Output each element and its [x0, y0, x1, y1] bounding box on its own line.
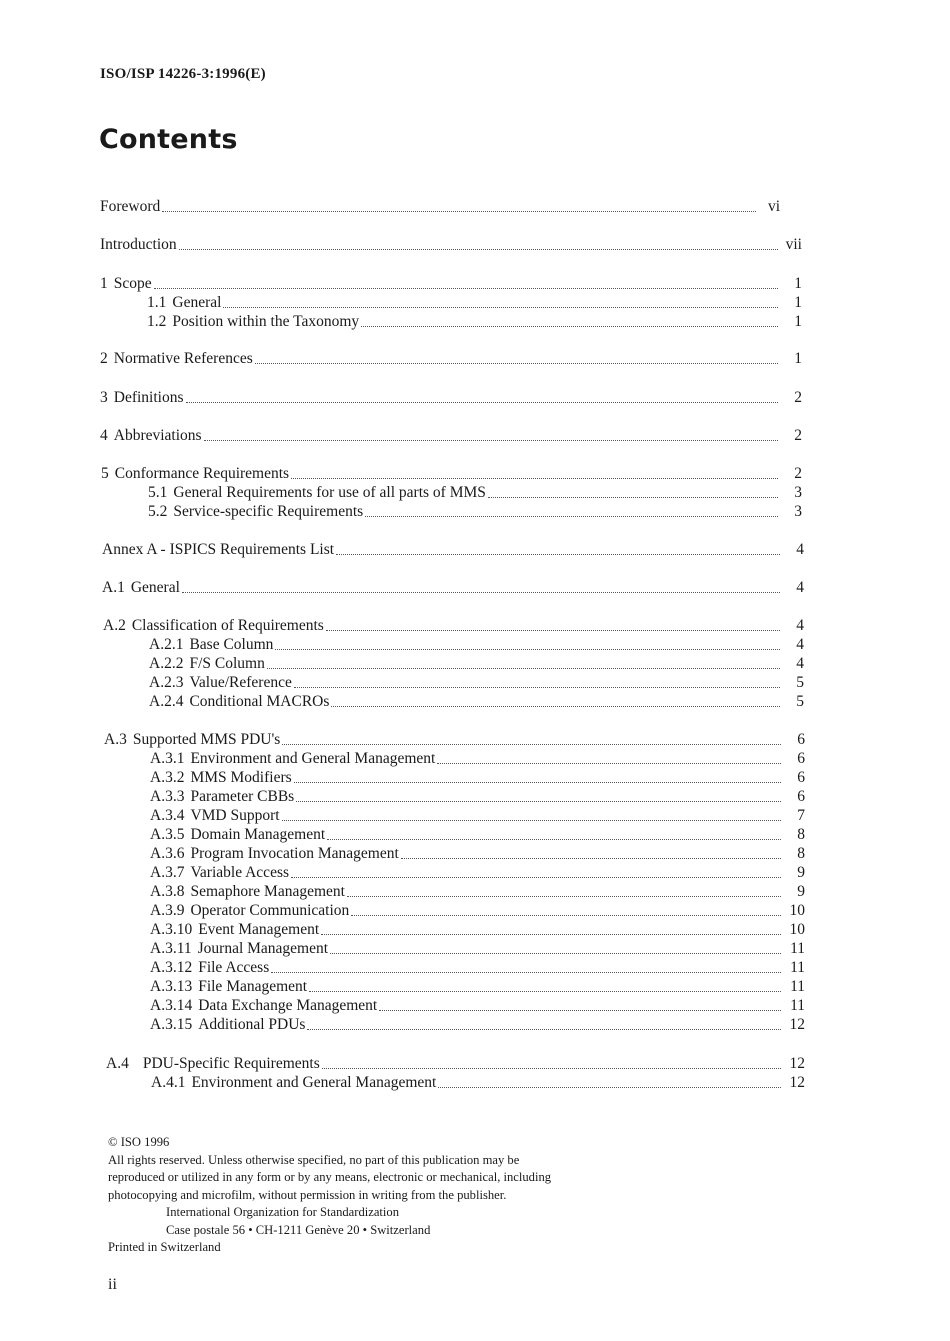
toc-entry-label: File Access: [198, 959, 270, 976]
toc-entry: [150, 769, 805, 787]
toc-entry-label: Additional PDUs: [198, 1016, 306, 1033]
dot-leader: [321, 922, 781, 935]
toc-entry-number: A.3.1: [150, 750, 185, 767]
toc-entry: [150, 864, 805, 882]
toc-entry-label: Position within the Taxonomy: [172, 313, 360, 330]
toc-entry-label: Definitions: [113, 389, 184, 406]
toc-entry-page: 1: [794, 313, 802, 330]
toc-entry-label: F/S Column: [189, 655, 265, 672]
toc-entry-number: A.1: [102, 579, 125, 596]
dot-leader: [267, 656, 780, 669]
toc-entry-number: 3: [100, 389, 108, 406]
toc-entry-number: A.3.15: [150, 1016, 193, 1033]
toc-entry-page: 1: [794, 294, 802, 311]
toc-entry: [101, 465, 802, 483]
toc-entry: [100, 198, 780, 216]
dot-leader: [282, 808, 781, 821]
toc-entry-page: 11: [790, 978, 805, 995]
dot-leader: [365, 504, 778, 517]
toc-entry-page: 12: [789, 1016, 805, 1033]
toc-entry: [149, 655, 804, 673]
toc-entry: [100, 389, 802, 407]
toc-entry-page: 4: [796, 579, 804, 596]
dot-leader: [223, 295, 778, 308]
toc-entry-label: Base Column: [189, 636, 274, 653]
toc-entry-page: 8: [797, 826, 805, 843]
toc-entry-page: vi: [767, 198, 780, 215]
toc-entry-label: Environment and General Management: [190, 750, 436, 767]
dot-leader: [162, 199, 756, 212]
toc-entry-label: Introduction: [100, 236, 177, 253]
toc-entry-number: 5: [101, 465, 109, 482]
toc-entry-label: Foreword: [100, 198, 161, 215]
copyright-notice: [108, 1134, 668, 1257]
toc-entry-number: A.2.3: [149, 674, 184, 691]
printed-in: Printed in Switzerland: [108, 1240, 221, 1254]
toc-entry: [102, 579, 804, 597]
toc-entry: [150, 978, 805, 996]
dot-leader: [275, 637, 780, 650]
toc-entry-page: 10: [789, 921, 805, 938]
dot-leader: [309, 979, 781, 992]
toc-entry-number: A.3.3: [150, 788, 185, 805]
dot-leader: [351, 903, 781, 916]
rights-text: All rights reserved. Unless otherwise specified, no part of this publication may be: [108, 1152, 520, 1167]
organization-address: Case postale 56 • CH-1211 Genève 20 • Switzerland: [166, 1222, 431, 1237]
toc-entry-label: File Management: [198, 978, 308, 995]
toc-entry-page: 1: [794, 275, 802, 292]
toc-entry-page: 6: [797, 788, 805, 805]
dot-leader: [282, 732, 781, 745]
dot-leader: [330, 941, 781, 954]
toc-entry-number: A.3.13: [150, 978, 193, 995]
dot-leader: [294, 675, 780, 688]
toc-entry: [150, 845, 805, 863]
toc-entry-page: 4: [796, 617, 804, 634]
dot-leader: [154, 276, 778, 289]
toc-entry-page: vii: [785, 236, 802, 253]
dot-leader: [336, 542, 780, 555]
toc-entry: [100, 427, 802, 445]
toc-entry-number: A.3.2: [150, 769, 185, 786]
dot-leader: [322, 1056, 781, 1069]
toc-entry-label: Event Management: [198, 921, 320, 938]
toc-entry: [150, 921, 805, 939]
toc-entry-page: 12: [789, 1074, 805, 1091]
toc-entry-number: A.4.1: [151, 1074, 186, 1091]
toc-entry-page: 10: [789, 902, 805, 919]
toc-entry-label: General: [130, 579, 180, 596]
toc-entry-page: 5: [796, 693, 804, 710]
dot-leader: [347, 884, 781, 897]
toc-entry-number: 2: [100, 350, 108, 367]
toc-entry-number: A.3.12: [150, 959, 193, 976]
toc-entry-page: 11: [790, 959, 805, 976]
toc-entry: [104, 731, 805, 749]
toc-entry-label: General Requirements for use of all parts of MMS: [173, 484, 486, 501]
toc-entry-label: General: [172, 294, 222, 311]
page-title: Contents: [99, 124, 238, 155]
dot-leader: [294, 770, 781, 783]
toc-entry-label: Conditional MACROs: [189, 693, 330, 710]
toc-entry-number: A.3.5: [150, 826, 185, 843]
toc-entry-page: 3: [794, 484, 802, 501]
toc-entry-label: Domain Management: [190, 826, 326, 843]
toc-entry-page: 2: [794, 427, 802, 444]
toc-entry-page: 6: [797, 750, 805, 767]
dot-leader: [186, 390, 779, 403]
toc-entry-number: A.2.4: [149, 693, 184, 710]
toc-entry-page: 4: [796, 655, 804, 672]
rights-text: reproduced or utilized in any form or by any means, electronic or mechanical, including: [108, 1170, 552, 1184]
toc-entry-page: 12: [789, 1055, 805, 1072]
toc-entry-page: 7: [797, 807, 805, 824]
dot-leader: [296, 789, 781, 802]
dot-leader: [204, 428, 778, 441]
toc-entry: [102, 541, 804, 559]
toc-entry-label: Operator Communication: [190, 902, 350, 919]
toc-entry-number: A.3.4: [150, 807, 185, 824]
toc-entry: [150, 750, 805, 768]
toc-entry-number: 5.2: [148, 503, 168, 520]
toc-entry: [149, 693, 804, 711]
toc-entry: [149, 674, 804, 692]
toc-entry-label: Scope: [113, 275, 152, 292]
toc-entry-label: Classification of Requirements: [131, 617, 324, 634]
toc-entry-number: A.3.8: [150, 883, 185, 900]
toc-entry: [147, 294, 802, 312]
toc-entry-number: 1.1: [147, 294, 167, 311]
toc-entry-page: 2: [794, 389, 802, 406]
copyright-line: © ISO 1996: [108, 1135, 170, 1149]
dot-leader: [379, 998, 781, 1011]
toc-entry-number: 1.2: [147, 313, 167, 330]
toc-entry-page: 2: [794, 465, 802, 482]
toc-entry: [103, 617, 804, 635]
toc-entry-number: A.2: [103, 617, 126, 634]
dot-leader: [255, 351, 778, 364]
toc-entry-number: A.3: [104, 731, 127, 748]
toc-entry-number: A.3.6: [150, 845, 185, 862]
document-id-header: ISO/ISP 14226-3:1996(E): [100, 66, 266, 82]
toc-entry: [100, 350, 802, 368]
toc-entry-page: 1: [794, 350, 802, 367]
toc-entry-page: 9: [797, 864, 805, 881]
toc-entry: [148, 484, 802, 502]
toc-entry-number: A.2.2: [149, 655, 184, 672]
toc-entry: [150, 940, 805, 958]
toc-entry-page: 11: [790, 940, 805, 957]
toc-entry-number: A.3.10: [150, 921, 193, 938]
toc-entry-number: A.3.14: [150, 997, 193, 1014]
toc-entry: [149, 636, 804, 654]
toc-entry-number: A.3.11: [150, 940, 192, 957]
toc-entry-page: 6: [797, 769, 805, 786]
toc-entry-number: 4: [100, 427, 108, 444]
toc-entry: [147, 313, 802, 331]
toc-entry-label: Value/Reference: [189, 674, 292, 691]
toc-entry-label: Variable Access: [190, 864, 290, 881]
toc-entry-label: MMS Modifiers: [190, 769, 292, 786]
toc-entry-label: Annex A - ISPICS Requirements List: [102, 541, 335, 558]
dot-leader: [488, 485, 778, 498]
toc-entry-label: Abbreviations: [113, 427, 202, 444]
toc-entry: [150, 788, 805, 806]
toc-entry: [150, 902, 805, 920]
toc-entry: [100, 236, 802, 254]
toc-entry-number: A.2.1: [149, 636, 184, 653]
toc-entry: [150, 826, 805, 844]
toc-entry-number: 5.1: [148, 484, 168, 501]
dot-leader: [179, 237, 778, 250]
dot-leader: [401, 846, 781, 859]
toc-entry-page: 5: [796, 674, 804, 691]
toc-entry-page: 11: [790, 997, 805, 1014]
dot-leader: [326, 618, 780, 631]
toc-entry: [150, 959, 805, 977]
toc-entry-label: Environment and General Management: [191, 1074, 437, 1091]
dot-leader: [361, 314, 778, 327]
dot-leader: [182, 580, 780, 593]
toc-entry-page: 9: [797, 883, 805, 900]
dot-leader: [291, 466, 778, 479]
toc-entry: [150, 807, 805, 825]
dot-leader: [327, 827, 781, 840]
rights-text: photocopying and microfilm, without permission in writing from the publisher.: [108, 1187, 507, 1202]
page-number: ii: [108, 1276, 117, 1293]
toc-entry-label: Conformance Requirements: [114, 465, 290, 482]
toc-entry-label: Journal Management: [197, 940, 329, 957]
toc-entry-page: 4: [796, 636, 804, 653]
toc-entry-label: PDU-Specific Requirements: [142, 1055, 320, 1072]
toc-entry-page: 8: [797, 845, 805, 862]
toc-entry-label: Supported MMS PDU's: [132, 731, 281, 748]
toc-entry: [150, 883, 805, 901]
toc-entry-label: Program Invocation Management: [190, 845, 399, 862]
toc-entry-page: 6: [797, 731, 805, 748]
dot-leader: [437, 751, 781, 764]
toc-entry-page: 4: [796, 541, 804, 558]
toc-entry-page: 3: [794, 503, 802, 520]
toc-entry: [150, 997, 805, 1015]
toc-entry: [151, 1074, 805, 1092]
dot-leader: [271, 960, 781, 973]
toc-entry: [150, 1016, 805, 1034]
dot-leader: [331, 694, 780, 707]
dot-leader: [307, 1017, 781, 1030]
toc-entry-number: A.4: [106, 1055, 129, 1072]
toc-entry-number: A.3.9: [150, 902, 185, 919]
dot-leader: [291, 865, 781, 878]
toc-entry-label: VMD Support: [190, 807, 280, 824]
organization-name: International Organization for Standardization: [166, 1205, 400, 1219]
toc-entry-label: Service-specific Requirements: [173, 503, 364, 520]
dot-leader: [438, 1075, 781, 1088]
toc-entry-label: Data Exchange Management: [198, 997, 378, 1014]
toc-entry-label: Parameter CBBs: [190, 788, 295, 805]
toc-entry: [100, 275, 802, 293]
toc-entry: [106, 1055, 805, 1073]
toc-entry-label: Normative References: [113, 350, 253, 367]
toc-entry-label: Semaphore Management: [190, 883, 345, 900]
toc-entry-number: 1: [100, 275, 108, 292]
toc-entry-number: A.3.7: [150, 864, 185, 881]
toc-entry: [148, 503, 802, 521]
